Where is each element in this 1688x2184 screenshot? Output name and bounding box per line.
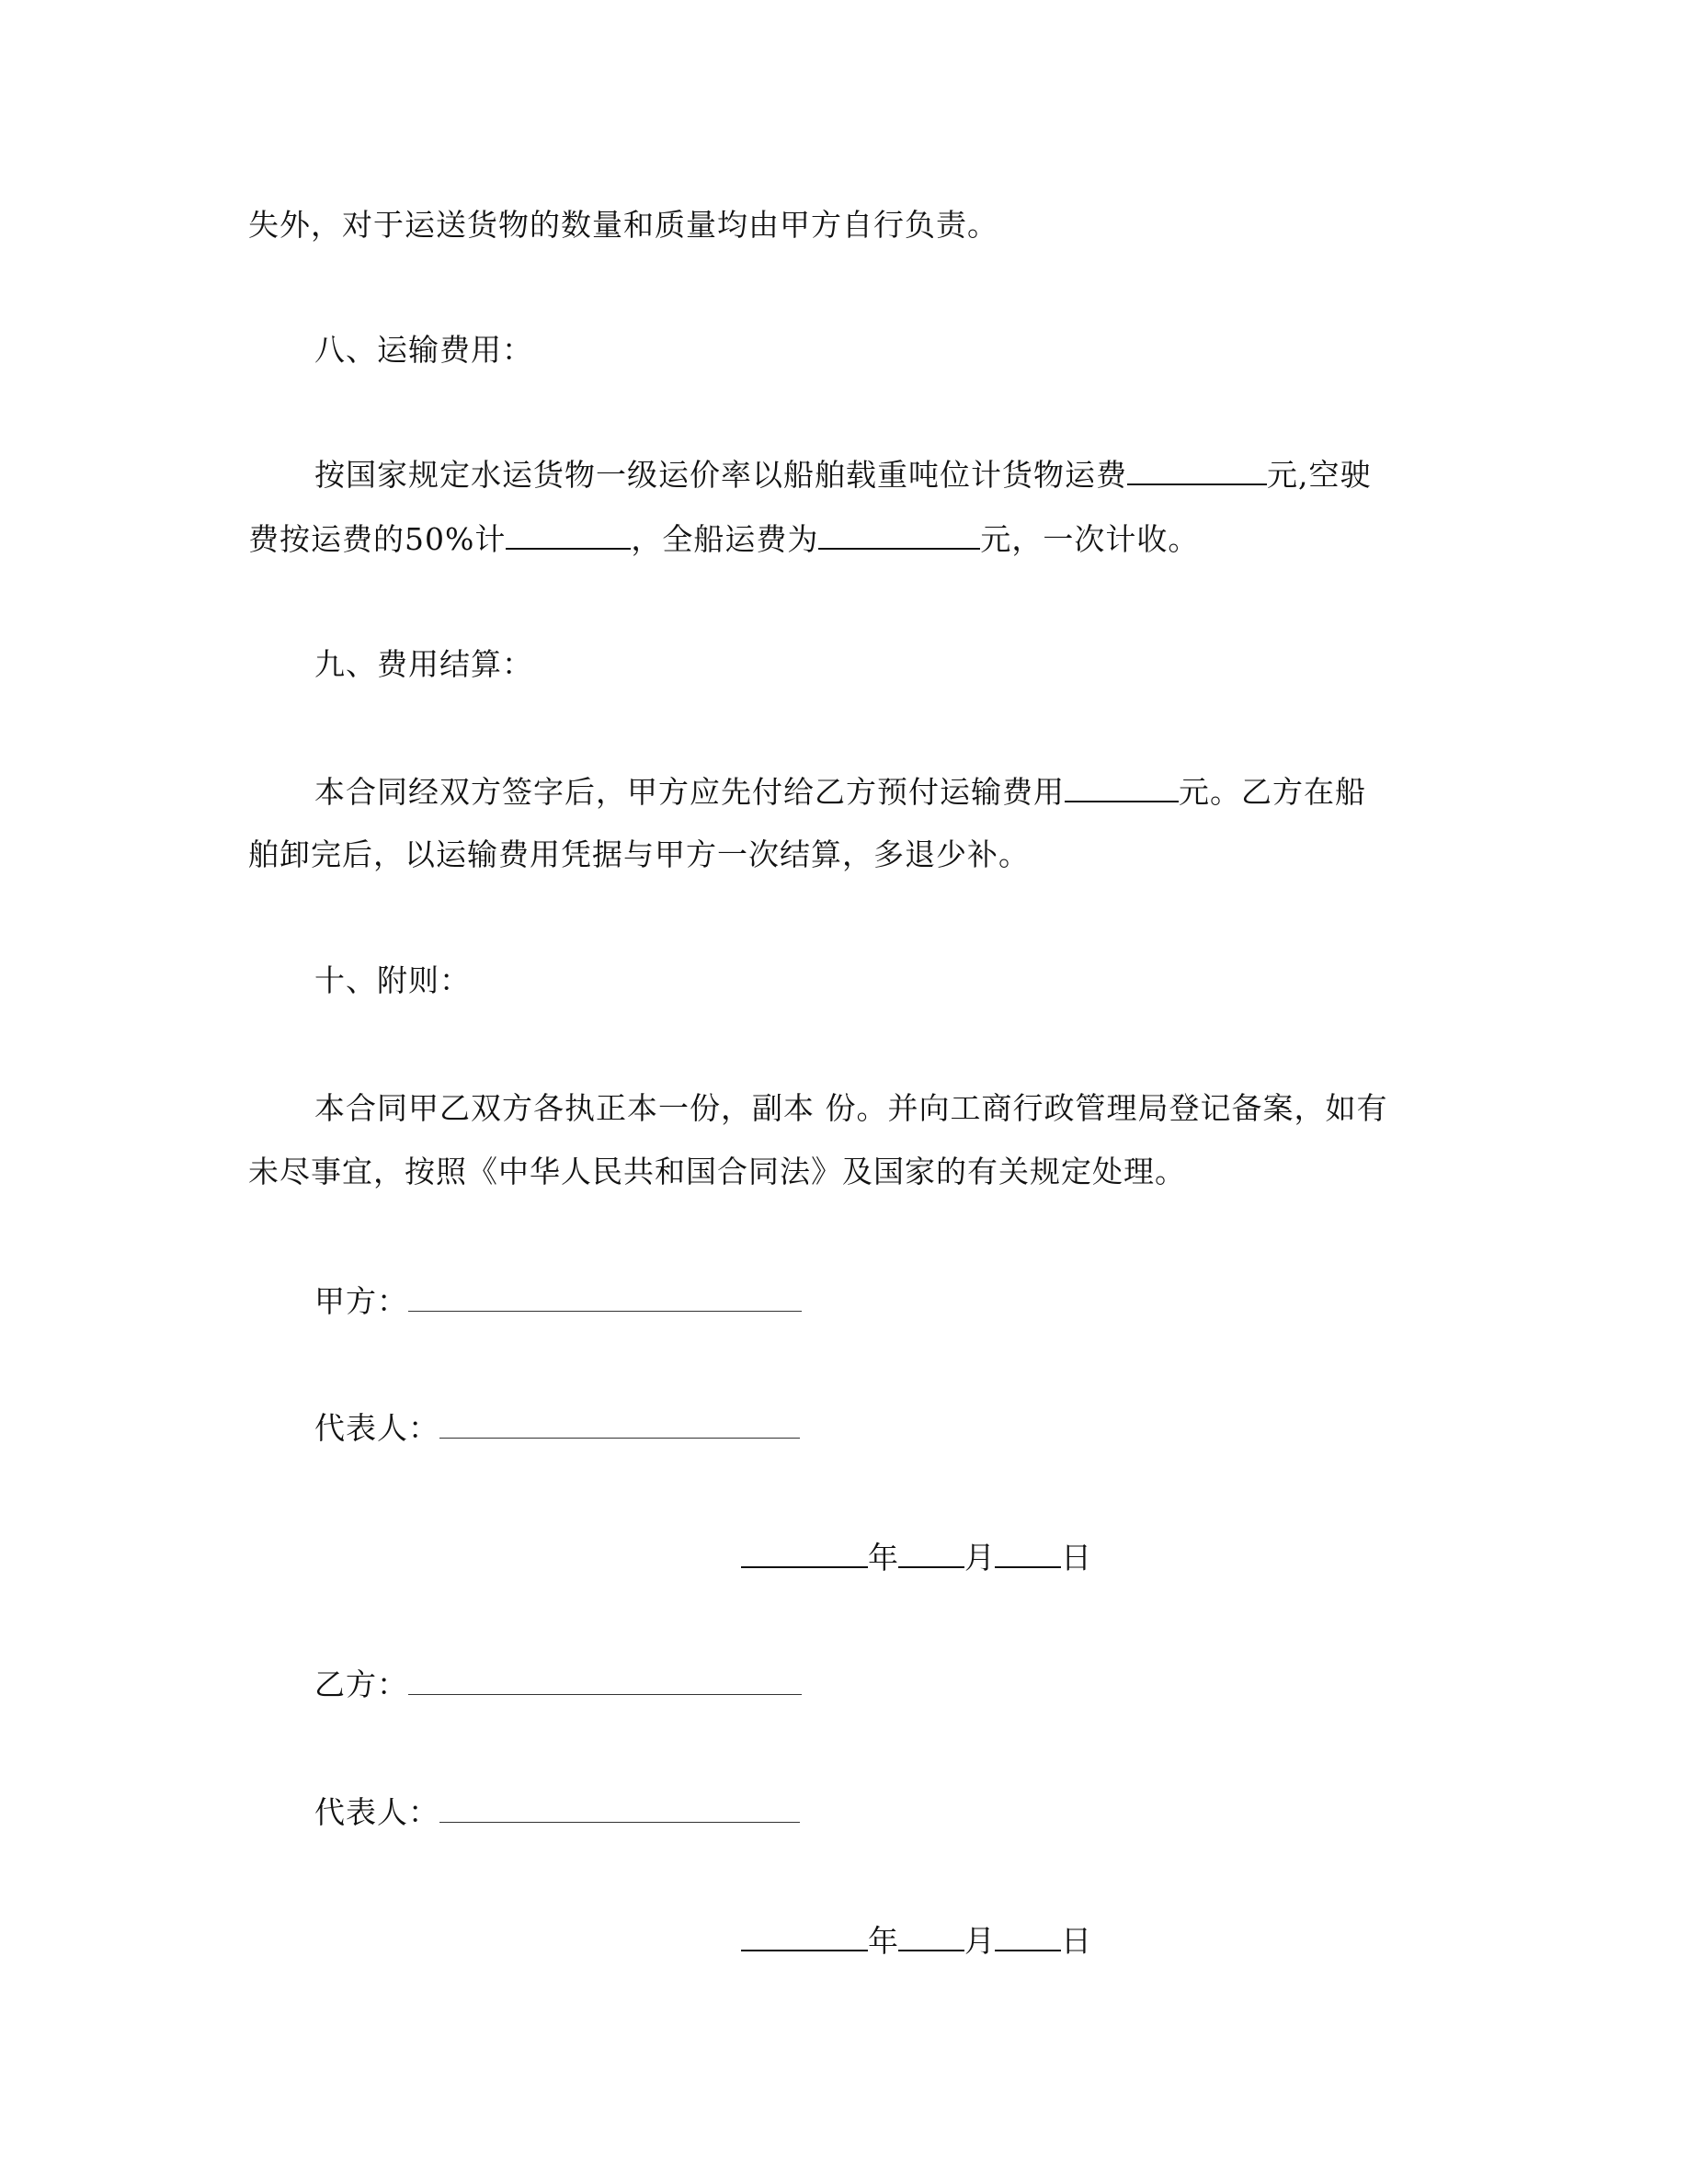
prepaid-fee-blank xyxy=(1065,773,1179,802)
total-freight-blank xyxy=(818,520,980,550)
year-b-blank xyxy=(741,1922,868,1951)
day-b-blank xyxy=(995,1922,1061,1951)
party-a-line: 甲方： xyxy=(314,1281,802,1322)
section10-paragraph-line1: 本合同甲乙双方各执正本一份，副本 份。并向工商行政管理局登记备案，如有 xyxy=(314,1090,1388,1126)
section10-heading: 十、附则： xyxy=(314,962,471,998)
date-b-line: 年 月 日 xyxy=(741,1921,1091,1962)
continuation-line: 失外，对于运送货物的数量和质量均由甲方自行负责。 xyxy=(248,207,998,243)
section9-paragraph-line1: 本合同经双方签字后，甲方应先付给乙方预付运输费用 元。乙方在船 xyxy=(314,774,1366,810)
rep-a-blank xyxy=(439,1410,800,1439)
year-a-blank xyxy=(741,1539,868,1568)
freight-blank xyxy=(1127,456,1267,485)
day-a-blank xyxy=(995,1539,1061,1568)
month-a-blank xyxy=(898,1539,964,1568)
section8-paragraph-line1: 按国家规定水运货物一级运价率以船舶载重吨位计货物运费 元,空驶 xyxy=(314,457,1372,493)
section9-heading: 九、费用结算： xyxy=(314,646,533,682)
date-a-line: 年 月 日 xyxy=(741,1538,1091,1578)
rep-a-line: 代表人： xyxy=(314,1408,800,1449)
party-b-line: 乙方： xyxy=(314,1665,802,1705)
section8-paragraph-line2: 费按运费的50%计 ，全船运费为 元，一次计收。 xyxy=(248,521,1200,557)
empty-run-fee-blank xyxy=(506,520,631,550)
month-b-blank xyxy=(898,1922,964,1951)
party-a-blank xyxy=(408,1283,802,1312)
rep-b-blank xyxy=(439,1794,800,1823)
section8-heading: 八、运输费用： xyxy=(314,332,533,368)
party-b-blank xyxy=(408,1666,802,1695)
section10-paragraph-line2: 未尽事宜，按照《中华人民共和国合同法》及国家的有关规定处理。 xyxy=(248,1154,1186,1189)
section9-paragraph-line2: 舶卸完后，以运输费用凭据与甲方一次结算，多退少补。 xyxy=(248,836,1030,872)
rep-b-line: 代表人： xyxy=(314,1792,800,1833)
